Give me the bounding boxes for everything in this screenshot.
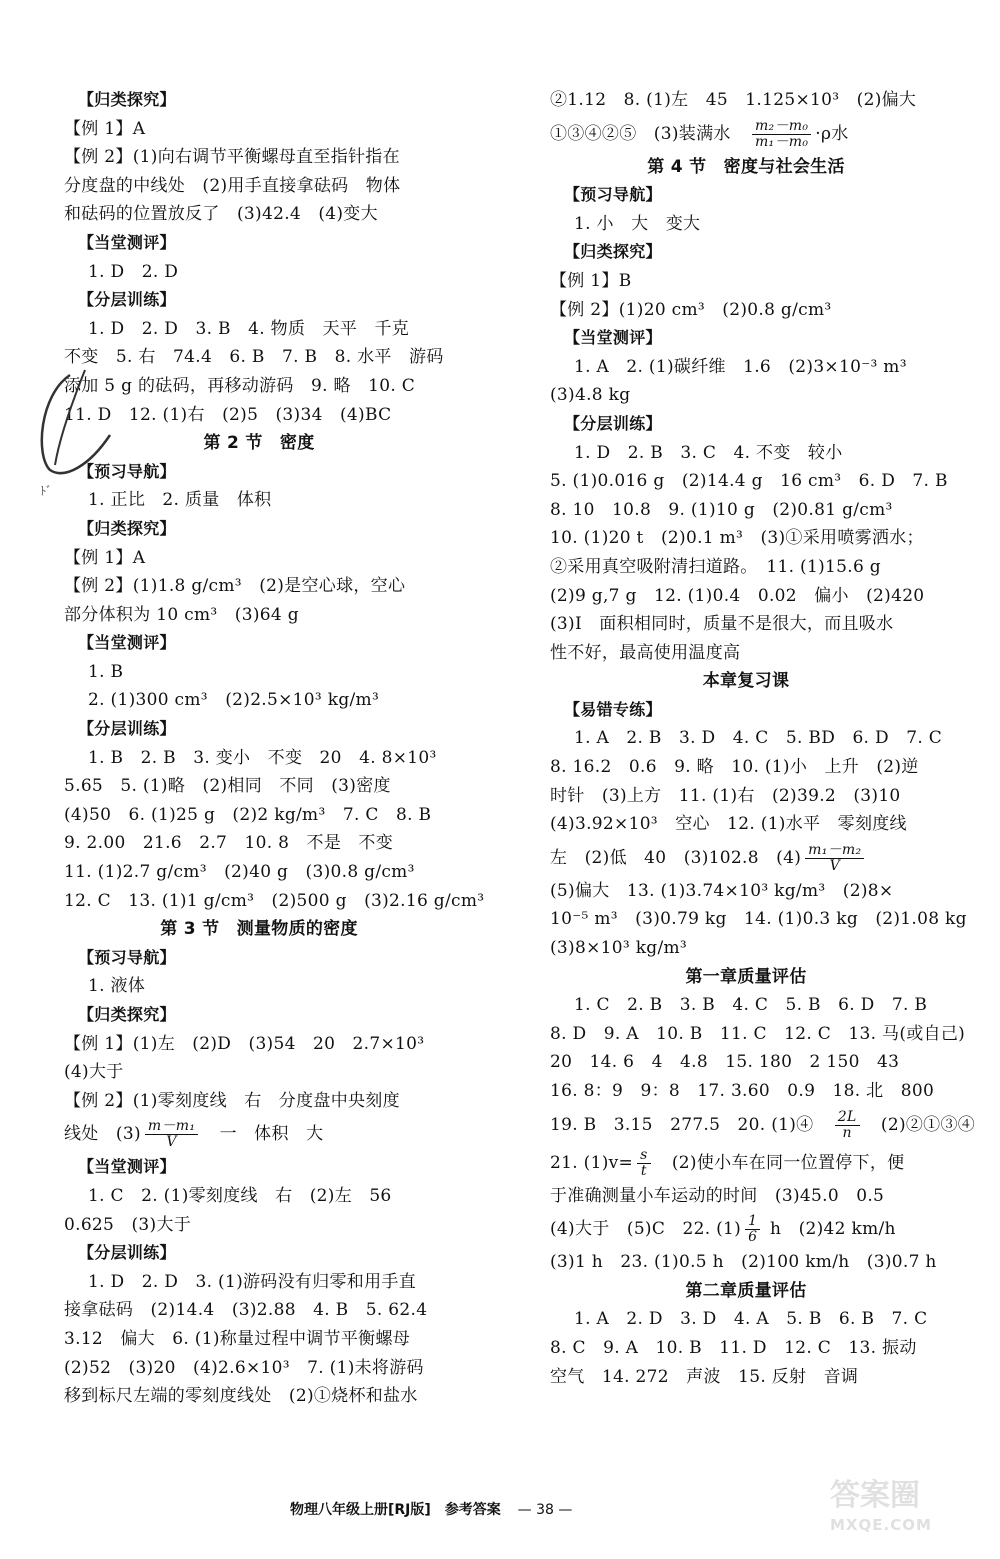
subsection-heading: 【易错专练】 (564, 699, 662, 719)
answer-line: 1. 小 大 变大 (574, 213, 701, 234)
subsection-heading: 【当堂测评】 (78, 232, 176, 252)
fraction-numerator: 1 (745, 1214, 760, 1230)
section-title: 第 4 节 密度与社会生活 (647, 156, 845, 177)
answer-line: 不变 5. 右 74.4 6. B 7. B 8. 水平 游码 (64, 347, 444, 368)
fraction (145, 1119, 198, 1150)
section-title: 第 2 节 密度 (203, 433, 315, 454)
handwritten-scribble (30, 355, 120, 505)
subsection-heading: 【归类探究】 (564, 242, 662, 262)
answer-line: (3)8×10³ kg/m³ (550, 938, 688, 959)
left-column (64, 86, 485, 1411)
fraction-denominator: t (640, 1162, 647, 1179)
answer-line-fraction (64, 1115, 454, 1153)
section-title: 本章复习课 (702, 671, 790, 692)
answer-line: 10. (1)20 t (2)0.1 m³ (3)①采用喷雾洒水； (550, 528, 924, 549)
line-text: (2)使小车在同一位置停下，便 (654, 1152, 905, 1173)
answer-line: 1. 液体 (88, 976, 146, 997)
answer-line: 10⁻⁵ m³ (3)0.79 kg 14. (1)0.3 kg (2)1.08 kg (550, 909, 967, 930)
line-text: 线处 (3) (64, 1124, 141, 1145)
answer-line: 1. A 2. D 3. D 4. A 5. B 6. B 7. C (574, 1309, 928, 1330)
answer-line: 【例 1】A (64, 118, 146, 139)
answer-line: 5.65 5. (1)略 (2)相同 不同 (3)密度 (64, 776, 391, 797)
answer-line: 1. 正比 2. 质量 体积 (88, 490, 272, 511)
answer-line: (2)9 g,7 g 12. (1)0.4 0.02 偏小 (2)420 (550, 585, 925, 606)
answer-line: 11. (1)2.7 g/cm³ (2)40 g (3)0.8 g/cm³ (64, 862, 415, 883)
fraction-denominator: n (842, 1124, 852, 1141)
fraction-numerator: m－m₁ (145, 1119, 198, 1135)
answer-line: 8. 10 10.8 9. (1)10 g (2)0.81 g/cm³ (550, 499, 893, 520)
answer-line: (4)50 6. (1)25 g (2)2 kg/m³ 7. C 8. B (64, 804, 432, 825)
section-title: 第 3 节 测量物质的密度 (160, 919, 358, 940)
subsection-heading: 【当堂测评】 (78, 633, 176, 653)
fraction-numerator: 2L (835, 1110, 860, 1126)
answer-line: 空气 14. 272 声波 15. 反射 音调 (550, 1366, 859, 1387)
subsection-heading: 【预习导航】 (78, 461, 176, 481)
answer-line: 1. C 2. (1)零刻度线 右 (2)左 56 (88, 1185, 392, 1206)
answer-line: 12. C 13. (1)1 g/cm³ (2)500 g (3)2.16 g/cm³ (64, 890, 485, 911)
line-text: (4)大于 (5)C 22. (1) (550, 1219, 742, 1240)
line-text: (2)②①③④ (863, 1114, 976, 1135)
watermark-text: 答案圈 (830, 1478, 920, 1513)
answer-line: 0.625 (3)大于 (64, 1214, 192, 1235)
answer-line: 1. D 2. D (88, 261, 179, 282)
answer-line: 添加 5 g 的砝码，再移动游码 9. 略 10. C (64, 375, 416, 396)
answer-line: (2)52 (3)20 (4)2.6×10³ 7. (1)未将游码 (64, 1357, 424, 1378)
answer-line: 移到标尺左端的零刻度线处 (2)①烧杯和盐水 (64, 1386, 418, 1407)
answer-line: 【例 2】(1)零刻度线 右 分度盘中央刻度 (64, 1090, 400, 1111)
answer-line: ②1.12 8. (1)左 45 1.125×10³ (2)偏大 (550, 90, 917, 110)
answer-line-fraction (550, 1210, 942, 1248)
fraction (805, 843, 864, 874)
answer-line: 11. D 12. (1)右 (2)5 (3)34 (4)BC (64, 404, 392, 425)
watermark-logo (830, 1470, 990, 1550)
answer-line: 【例 1】(1)左 (2)D (3)54 20 2.7×10³ (64, 1033, 425, 1054)
answer-line: (5)偏大 13. (1)3.74×10³ kg/m³ (2)8× (550, 880, 894, 901)
answer-line: 1. A 2. B 3. D 4. C 5. BD 6. D 7. C (574, 728, 943, 749)
answer-line: 【例 1】A (64, 547, 146, 568)
line-text: 一 体积 大 (202, 1124, 324, 1145)
answer-line: 1. A 2. (1)碳纤维 1.6 (2)3×10⁻³ m³ (574, 356, 907, 377)
fraction-denominator: V (829, 857, 840, 874)
answer-line: 8. 16.2 0.6 9. 略 10. (1)小 上升 (2)逆 (550, 757, 919, 778)
fraction-denominator: V (166, 1134, 177, 1151)
fraction-numerator: m₁－m₂ (805, 843, 864, 859)
answer-line: 16. 8：9 9：8 17. 3.60 0.9 18. 北 800 (550, 1081, 935, 1101)
answer-line: 接拿砝码 (2)14.4 (3)2.88 4. B 5. 62.4 (64, 1300, 428, 1321)
section-title: 第二章质量评估 (685, 1280, 807, 1301)
answer-line: 1. D 2. B 3. C 4. 不变 较小 (574, 442, 843, 463)
line-text: ·ρ水 (815, 123, 849, 144)
subsection-heading: 【分层训练】 (78, 290, 176, 310)
line-text: ①③④②⑤ (3)装满水 (550, 123, 748, 144)
answer-line: 分度盘的中线处 (2)用手直接拿砝码 物体 (64, 175, 401, 196)
answer-line: 性不好，最高使用温度高 (550, 642, 741, 663)
footer-book-title: 物理八年级上册[RJ版] 参考答案 (290, 1502, 501, 1518)
answer-line: (4)3.92×10³ 空心 12. (1)水平 零刻度线 (550, 814, 907, 835)
subsection-heading: 【分层训练】 (78, 719, 176, 739)
answer-line: 1. B 2. B 3. 变小 不变 20 4. 8×10³ (88, 747, 437, 768)
answer-line: 【例 1】B (550, 270, 632, 291)
subsection-heading: 【归类探究】 (78, 518, 176, 538)
answer-line: (3)Ⅰ 面积相同时，质量不是很大，而且吸水 (550, 614, 894, 635)
right-column (550, 86, 976, 1391)
answer-line: 8. C 9. A 10. B 11. D 12. C 13. 振动 (550, 1337, 917, 1358)
subsection-heading: 【预习导航】 (78, 947, 176, 967)
subsection-heading: 【归类探究】 (78, 1005, 176, 1024)
answer-line-fraction (550, 115, 942, 153)
subsection-heading: 【分层训练】 (78, 1243, 176, 1263)
fraction (835, 1110, 860, 1141)
fraction (752, 119, 811, 150)
page-footer (290, 1499, 710, 1519)
line-text: 左 (2)低 40 (3)102.8 (4) (550, 847, 802, 868)
answer-line: 时针 (3)上方 11. (1)右 (2)39.2 (3)10 (550, 785, 901, 806)
subsection-heading: 【当堂测评】 (78, 1157, 176, 1177)
answer-line: 和砝码的位置放反了 (3)42.4 (4)变大 (64, 204, 378, 225)
answer-line: 20 14. 6 4 4.8 15. 180 2 150 43 (550, 1052, 900, 1073)
answer-line: 1. C 2. B 3. B 4. C 5. B 6. D 7. B (574, 995, 928, 1016)
answer-line: 【例 2】(1)20 cm³ (2)0.8 g/cm³ (550, 299, 832, 320)
subsection-heading: 【分层训练】 (564, 413, 662, 433)
watermark-url: MXQE.COM (830, 1516, 932, 1534)
fraction-denominator: m₁－m₀ (754, 133, 809, 150)
section-title: 第一章质量评估 (685, 966, 807, 987)
answer-line: 9. 2.00 21.6 2.7 10. 8 不是 不变 (64, 833, 394, 854)
answer-line: 3.12 偏大 6. (1)称量过程中调节平衡螺母 (64, 1328, 411, 1349)
answer-line: 于准确测量小车运动的时间 (3)45.0 0.5 (550, 1185, 885, 1206)
fraction-numerator: s (637, 1148, 651, 1164)
line-text: 21. (1)v= (550, 1152, 634, 1173)
svg-text:ﾄﾞ: ﾄﾞ (40, 484, 53, 498)
line-text: 19. B 3.15 277.5 20. (1)④ (550, 1114, 831, 1135)
answer-line-fraction (550, 839, 942, 877)
answer-line-fraction (550, 1106, 976, 1144)
fraction-numerator: m₂－m₀ (752, 119, 811, 135)
answer-line: ②采用真空吸附清扫道路。 11. (1)15.6 g (550, 556, 881, 577)
subsection-heading: 【当堂测评】 (564, 328, 662, 348)
answer-line: 【例 2】(1)1.8 g/cm³ (2)是空心球，空心 (64, 576, 406, 597)
answer-line-fraction (550, 1144, 942, 1182)
answer-line: 1. D 2. D 3. (1)游码没有归零和用手直 (88, 1271, 417, 1292)
fraction (637, 1148, 651, 1179)
subsection-heading: 【归类探究】 (78, 90, 176, 109)
answer-line: (3)1 h 23. (1)0.5 h (2)100 km/h (3)0.7 h (550, 1252, 937, 1273)
line-text: h (2)42 km/h (764, 1219, 896, 1240)
answer-line: 5. (1)0.016 g (2)14.4 g 16 cm³ 6. D 7. B (550, 471, 948, 492)
answer-line: (4)大于 (64, 1062, 124, 1083)
answer-line: (3)4.8 kg (550, 385, 631, 406)
subsection-heading: 【预习导航】 (564, 185, 662, 205)
answer-line: 部分体积为 10 cm³ (3)64 g (64, 604, 299, 625)
answer-line: 1. B (88, 661, 124, 682)
fraction (745, 1214, 760, 1245)
answer-line: 【例 2】(1)向右调节平衡螺母直至指针指在 (64, 147, 400, 168)
answer-line: 8. D 9. A 10. B 11. C 12. C 13. 马(或自己) (550, 1023, 966, 1044)
fraction-denominator: 6 (748, 1229, 758, 1246)
footer-page-number: — 38 — (517, 1502, 573, 1518)
answer-line: 2. (1)300 cm³ (2)2.5×10³ kg/m³ (88, 690, 380, 711)
answer-line: 1. D 2. D 3. B 4. 物质 天平 千克 (88, 318, 410, 339)
